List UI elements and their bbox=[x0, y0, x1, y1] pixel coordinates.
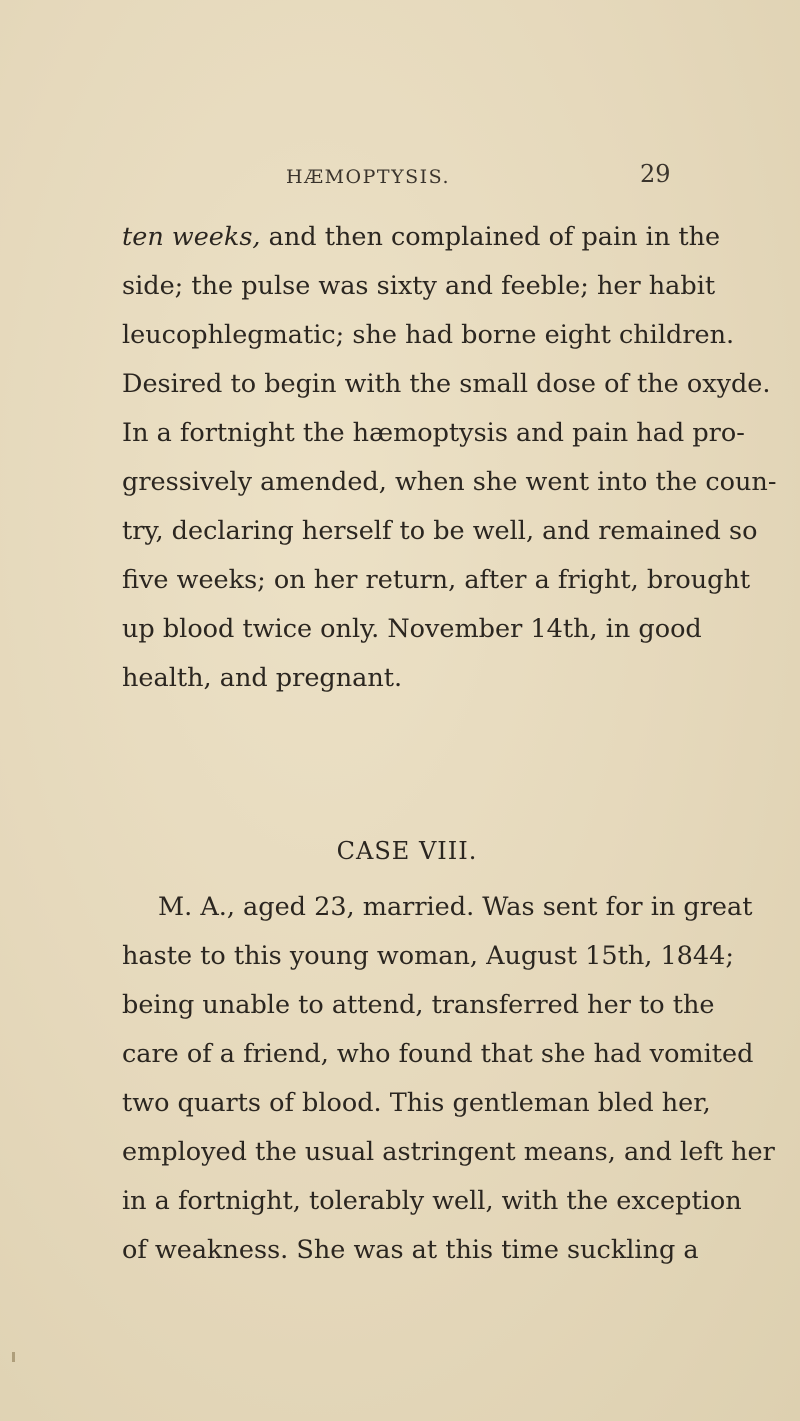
text-line: M. A., aged 23, married. Was sent for in great bbox=[158, 892, 753, 922]
text-line: up blood twice only. November 14th, in good bbox=[122, 614, 702, 644]
paper-blemish bbox=[12, 1352, 15, 1362]
text-line: five weeks; on her return, after a fright, brought bbox=[122, 565, 751, 595]
text-line: side; the pulse was sixty and feeble; her habit bbox=[122, 271, 716, 301]
running-head: HÆMOPTYSIS. bbox=[286, 166, 451, 188]
line-rest: and then complained of pain in the bbox=[260, 222, 721, 252]
text-line: In a fortnight the hæmoptysis and pain had pro- bbox=[122, 418, 745, 448]
text-line: employed the usual astringent means, and left her bbox=[122, 1137, 775, 1167]
text-line: haste to this young woman, August 15th, 1844; bbox=[122, 941, 734, 971]
text-line: leucophlegmatic; she had borne eight children. bbox=[122, 320, 735, 350]
text-line: two quarts of blood. This gentleman bled her, bbox=[122, 1088, 711, 1118]
text-line: Desired to begin with the small dose of the oxyde. bbox=[122, 369, 771, 399]
paragraph-1 bbox=[122, 213, 777, 703]
text-line: being unable to attend, transferred her to the bbox=[122, 990, 715, 1020]
italic-phrase: ten weeks, bbox=[122, 222, 261, 252]
paragraph-2 bbox=[122, 883, 775, 1275]
text-line: in a fortnight, tolerably well, with the exception bbox=[122, 1186, 742, 1216]
text-line: try, declaring herself to be well, and remained so bbox=[122, 516, 758, 546]
text-line: gressively amended, when she went into the coun- bbox=[122, 467, 777, 497]
case-heading-text: CASE VIII. bbox=[336, 837, 478, 865]
text-line: health, and pregnant. bbox=[122, 663, 403, 693]
text-line: of weakness. She was at this time suckling a bbox=[122, 1235, 699, 1265]
case-heading bbox=[0, 837, 800, 865]
page-number: 29 bbox=[640, 160, 671, 188]
text-line bbox=[122, 213, 721, 262]
text-line: care of a friend, who found that she had vomited bbox=[122, 1039, 754, 1069]
